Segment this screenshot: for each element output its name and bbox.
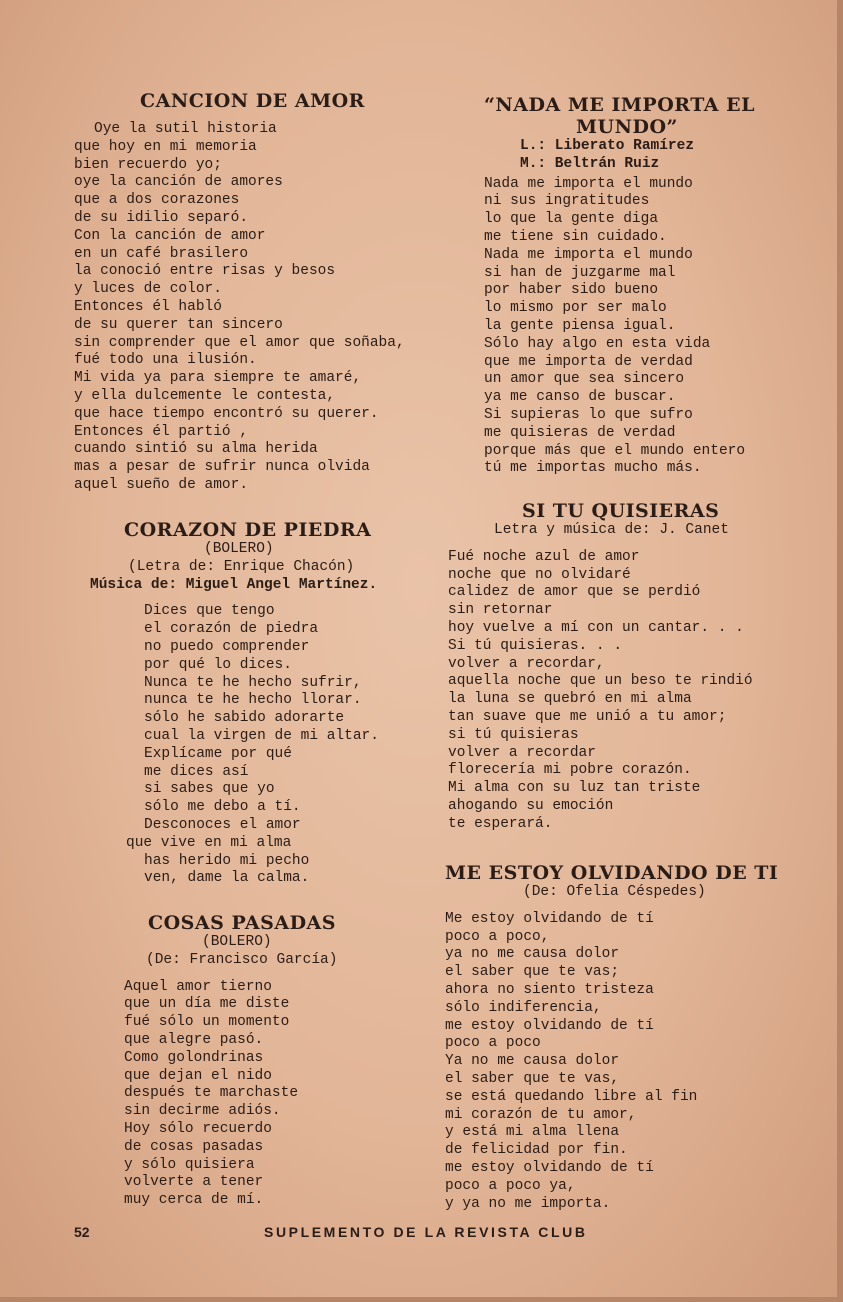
song-title: SI TU QUISIERAS bbox=[522, 500, 720, 522]
lyric-line: aquel sueño de amor. bbox=[74, 476, 249, 493]
lyric-line: tan suave que me unió a tu amor; bbox=[448, 708, 727, 725]
lyric-line: de cosas pasadas bbox=[124, 1138, 264, 1155]
song-title-line-1: “NADA ME IMPORTA EL bbox=[484, 94, 756, 116]
song-credit: Letra y música de: J. Canet bbox=[494, 522, 729, 538]
lyric-line: me tiene sin cuidado. bbox=[484, 228, 667, 245]
lyric-line: no puedo comprender bbox=[144, 638, 310, 655]
song-lyrics bbox=[445, 911, 778, 1214]
lyric-line: muy cerca de mí. bbox=[124, 1192, 264, 1209]
lyric-line: que alegre pasó. bbox=[124, 1031, 264, 1048]
lyric-line: ahogando su emoción bbox=[448, 797, 614, 814]
lyric-line: de su idilio separó. bbox=[74, 209, 249, 226]
lyric-line: volver a recordar bbox=[448, 744, 596, 761]
song-cancion-de-amor bbox=[74, 90, 405, 495]
lyric-line: se está quedando libre al fin bbox=[445, 1088, 698, 1105]
song-lyricist: L.: Liberato Ramírez bbox=[520, 138, 695, 154]
lyric-line: y ella dulcemente le contesta, bbox=[74, 387, 336, 404]
lyric-line: si han de juzgarme mal bbox=[484, 264, 676, 281]
lyric-line: que a dos corazones bbox=[74, 192, 240, 209]
song-author: (De: Francisco García) bbox=[146, 951, 338, 968]
lyric-line: fué todo una ilusión. bbox=[74, 352, 257, 369]
song-title: CANCION DE AMOR bbox=[140, 90, 365, 112]
lyric-line: ya no me causa dolor bbox=[445, 946, 620, 963]
lyric-line: Entonces él habló bbox=[74, 298, 222, 315]
lyric-line: poco a poco, bbox=[445, 928, 550, 945]
lyric-line: bien recuerdo yo; bbox=[74, 156, 222, 173]
lyric-line: Mi vida ya para siempre te amaré, bbox=[74, 370, 362, 387]
lyric-line: si sabes que yo bbox=[144, 781, 275, 798]
lyric-line: sólo indiferencia, bbox=[445, 999, 602, 1016]
lyric-line: ya me canso de buscar. bbox=[484, 389, 676, 406]
lyric-line: el corazón de piedra bbox=[144, 621, 319, 638]
song-lyricist: (Letra de: Enrique Chacón) bbox=[128, 558, 355, 575]
song-genre: (BOLERO) bbox=[204, 541, 274, 557]
lyric-line: Como golondrinas bbox=[124, 1049, 264, 1066]
song-title: CORAZON DE PIEDRA bbox=[124, 519, 372, 541]
lyric-line: lo mismo por ser malo bbox=[484, 300, 667, 317]
lyric-line: el saber que te vas, bbox=[445, 1070, 620, 1087]
song-lyrics bbox=[74, 121, 405, 495]
lyric-line: Con la canción de amor bbox=[74, 227, 266, 244]
lyric-line: hoy vuelve a mí con un cantar. . . bbox=[448, 619, 744, 636]
lyric-line: después te marchaste bbox=[124, 1085, 299, 1102]
lyric-line: que me importa de verdad bbox=[484, 353, 693, 370]
lyric-line: Entonces él partió , bbox=[74, 423, 249, 440]
lyric-line: sin decirme adiós. bbox=[124, 1103, 281, 1120]
lyric-line: y sólo quisiera bbox=[124, 1156, 255, 1173]
lyric-line: que dejan el nido bbox=[124, 1067, 272, 1084]
lyric-line: Explícame por qué bbox=[144, 745, 292, 762]
song-genre: (BOLERO) bbox=[202, 934, 272, 950]
song-nada-me-importa bbox=[484, 94, 755, 478]
lyric-line: me dices así bbox=[144, 763, 249, 780]
lyric-line: porque más que el mundo entero bbox=[484, 442, 746, 459]
lyric-line: calidez de amor que se perdió bbox=[448, 584, 701, 601]
lyric-line: volverte a tener bbox=[124, 1174, 264, 1191]
lyric-line: mi corazón de tu amor, bbox=[445, 1106, 637, 1123]
lyric-line: de felicidad por fin. bbox=[445, 1142, 628, 1159]
song-lyrics bbox=[124, 979, 337, 1210]
lyric-line: Oye la sutil historia bbox=[94, 121, 277, 137]
lyric-line: fué sólo un momento bbox=[124, 1014, 290, 1031]
song-composer: M.: Beltrán Ruiz bbox=[520, 155, 660, 172]
lyric-line: Si tú quisieras. . . bbox=[448, 637, 623, 654]
lyric-line: cuando sintió su alma herida bbox=[74, 441, 318, 458]
lyric-line: Nunca te he hecho sufrir, bbox=[144, 674, 362, 691]
lyric-line: si tú quisieras bbox=[448, 726, 579, 743]
lyric-line: la luna se quebró en mi alma bbox=[448, 691, 692, 708]
lyric-line: ven, dame la calma. bbox=[144, 870, 310, 887]
lyric-line: de su querer tan sincero bbox=[74, 316, 283, 333]
song-lyrics bbox=[484, 176, 755, 479]
lyric-line: aquella noche que un beso te rindió bbox=[448, 673, 753, 690]
lyric-line: volver a recordar, bbox=[448, 655, 605, 672]
song-corazon-de-piedra bbox=[90, 519, 379, 888]
lyric-line: poco a poco ya, bbox=[445, 1177, 576, 1194]
lyric-line: Desconoces el amor bbox=[144, 816, 301, 833]
lyric-line: la conoció entre risas y besos bbox=[74, 263, 336, 280]
lyric-line: cual la virgen de mi altar. bbox=[144, 727, 379, 744]
lyric-line: me estoy olvidando de tí bbox=[445, 1159, 654, 1176]
lyric-line: Aquel amor tierno bbox=[124, 978, 272, 995]
lyric-line: Sólo hay algo en esta vida bbox=[484, 335, 711, 352]
lyric-line: que hace tiempo encontró su querer. bbox=[74, 405, 379, 422]
lyric-line: Fué noche azul de amor bbox=[448, 548, 640, 565]
lyric-line: ni sus ingratitudes bbox=[484, 193, 650, 210]
lyric-line: nunca te he hecho llorar. bbox=[144, 692, 362, 709]
song-author: (De: Ofelia Céspedes) bbox=[523, 884, 706, 900]
lyric-line: por qué lo dices. bbox=[144, 656, 292, 673]
lyric-line: y ya no me importa. bbox=[445, 1195, 611, 1212]
lyric-line: mas a pesar de sufrir nunca olvida bbox=[74, 459, 370, 476]
lyric-line: sólo me debo a tí. bbox=[144, 799, 301, 816]
lyric-line: sin retornar bbox=[448, 602, 553, 619]
lyric-line: por haber sido bueno bbox=[484, 282, 659, 299]
lyric-line: que un día me diste bbox=[124, 996, 290, 1013]
lyric-line: el saber que te vas; bbox=[445, 964, 620, 981]
lyric-line: Mi alma con su luz tan triste bbox=[448, 780, 701, 797]
lyric-line: me quisieras de verdad bbox=[484, 424, 676, 441]
lyric-line: Ya no me causa dolor bbox=[445, 1053, 620, 1070]
lyric-line: un amor que sea sincero bbox=[484, 371, 685, 388]
song-cosas-pasadas bbox=[124, 912, 337, 1210]
lyric-line: tú me importas mucho más. bbox=[484, 460, 702, 477]
lyric-line: Nada me importa el mundo bbox=[484, 175, 693, 192]
lyric-line: poco a poco bbox=[445, 1035, 541, 1052]
lyric-line: lo que la gente diga bbox=[484, 211, 659, 228]
lyric-line: noche que no olvidaré bbox=[448, 566, 631, 583]
song-title-line-2: MUNDO” bbox=[576, 116, 678, 138]
song-lyrics bbox=[126, 603, 379, 888]
lyric-line: te esperará. bbox=[448, 815, 553, 832]
lyric-line: ahora no siento tristeza bbox=[445, 981, 654, 998]
lyric-line: florecería mi pobre corazón. bbox=[448, 762, 692, 779]
song-title: ME ESTOY OLVIDANDO DE TI bbox=[445, 862, 779, 884]
song-me-estoy-olvidando bbox=[445, 862, 778, 1213]
publication-footer: SUPLEMENTO DE LA REVISTA CLUB bbox=[264, 1224, 588, 1240]
lyric-line: Si supieras lo que sufro bbox=[484, 406, 693, 423]
lyric-line: has herido mi pecho bbox=[144, 852, 310, 869]
lyric-line: que hoy en mi memoria bbox=[74, 138, 257, 155]
song-lyrics bbox=[448, 549, 753, 834]
lyric-line: Nada me importa el mundo bbox=[484, 246, 693, 263]
lyric-line: me estoy olvidando de tí bbox=[445, 1017, 654, 1034]
lyric-line: Hoy sólo recuerdo bbox=[124, 1120, 272, 1137]
song-si-tu-quisieras bbox=[448, 500, 753, 834]
lyric-line: oye la canción de amores bbox=[74, 174, 283, 191]
lyric-line: sólo he sabido adorarte bbox=[144, 710, 345, 727]
lyric-line: Dices que tengo bbox=[144, 603, 275, 620]
lyric-line: que vive en mi alma bbox=[126, 834, 292, 851]
song-title: COSAS PASADAS bbox=[148, 912, 337, 934]
lyric-line: y está mi alma llena bbox=[445, 1124, 620, 1141]
lyric-line: y luces de color. bbox=[74, 281, 222, 298]
lyric-line: en un café brasilero bbox=[74, 245, 249, 262]
song-composer: Música de: Miguel Angel Martínez. bbox=[90, 576, 378, 593]
lyric-line: sin comprender que el amor que soñaba, bbox=[74, 334, 405, 351]
lyric-line: Me estoy olvidando de tí bbox=[445, 910, 654, 927]
lyric-line: la gente piensa igual. bbox=[484, 317, 676, 334]
page-number: 52 bbox=[74, 1224, 90, 1240]
